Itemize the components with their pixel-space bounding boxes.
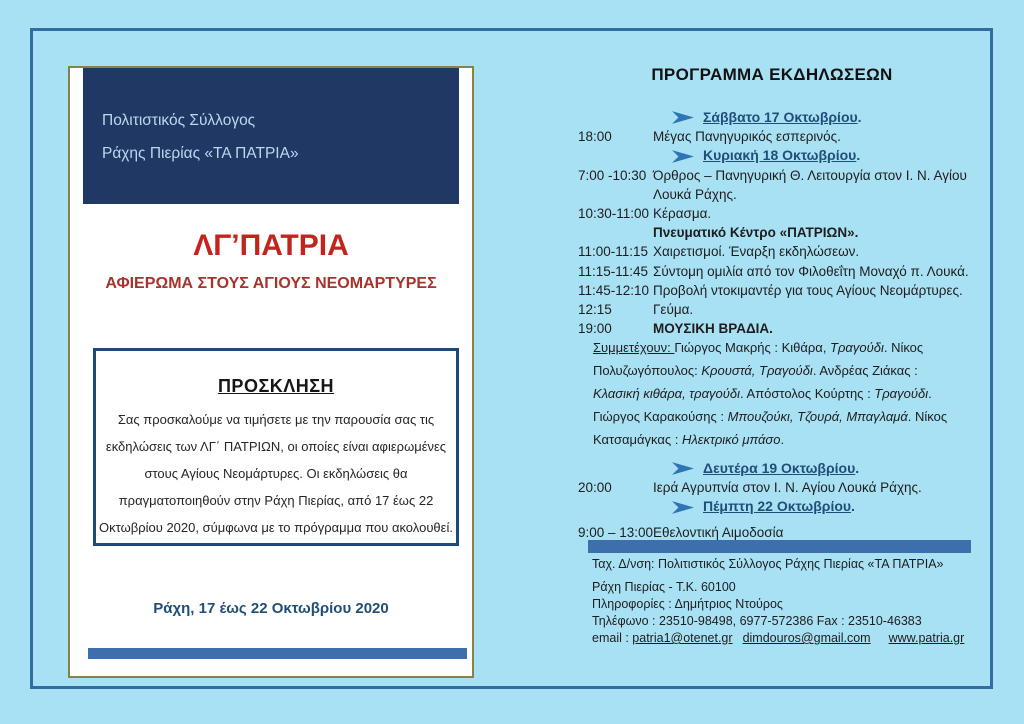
day-header-period: . (851, 498, 855, 515)
day-header (560, 108, 992, 127)
participants-segment: Ηλεκτρικό μπάσο (681, 432, 781, 447)
day-header-period: . (856, 147, 861, 164)
org-name-line2: Ράχης Πιερίας «ΤΑ ΠΑΤΡΙΑ» (102, 145, 299, 162)
event-time: 10:30-11:00 (578, 206, 650, 222)
participants-segment: Μπουζούκι, Τζουρά, Μπαγλαμά (727, 409, 908, 424)
event-line: Προβολή ντοκιμαντέρ για τους Αγίους Νεομάρτυρες. (653, 282, 963, 298)
participants-segment: . Ανδρέας Ζιάκας : (812, 363, 918, 378)
schedule-row (560, 281, 992, 300)
event-line: ΜΟΥΣΙΚΗ ΒΡΑΔΙΑ. (653, 321, 773, 337)
participants-segment: Συμμετέχουν: (593, 340, 675, 355)
event-time: 11:45-12:10 (578, 282, 650, 298)
event-time: 11:00-11:15 (578, 244, 649, 260)
event-line: Εθελοντική Αιμοδοσία (653, 524, 784, 540)
participants-segment: . Απόστολος Κούρτης : (740, 386, 875, 401)
event-line: Γεύμα. (653, 302, 694, 318)
arrow-bullet-icon (672, 462, 694, 475)
event-line: Κέρασμα. (653, 206, 712, 222)
participants-segment: Τραγούδι (830, 340, 884, 355)
participants-segment: . Νίκος Κατσαμάγκας : (593, 409, 948, 447)
schedule-row (560, 223, 992, 242)
schedule-row (560, 204, 992, 223)
contact-info-person: Πληροφορίες : Δημήτριος Ντούρος (592, 597, 783, 611)
email-link-1[interactable]: patria1@otenet.gr (632, 631, 733, 645)
invitation-heading: ΠΡΟΣΚΛΗΣΗ (217, 376, 335, 396)
event-subtitle: ΑΦΙΕΡΩΜΑ ΣΤΟΥΣ ΑΓΙΟΥΣ ΝΕΟΜΑΡΤΥΡΕΣ (105, 275, 437, 292)
participants-segment: Κλασική κιθάρα, τραγούδι (593, 386, 741, 401)
contact-block (592, 556, 992, 647)
event-description (653, 300, 992, 319)
event-line: Λουκά Ράχης. (653, 186, 737, 202)
event-time: 7:00 -10:30 (578, 167, 647, 183)
email-link-2[interactable]: dimdouros@gmail.com (742, 631, 871, 645)
invitation-body-line: στους Αγίους Νεομάρτυρες. Οι εκδηλώσεις θα (144, 466, 408, 481)
arrow-bullet-icon (672, 150, 694, 163)
invitation-body-line: εκδηλώσεις των ΛΓ΄ ΠΑΤΡΙΩΝ, οι οποίες είναι αφιερωμένες (105, 439, 447, 454)
schedule-row (560, 127, 992, 146)
participants-segment: . Γιώργος Καρακούσης : (593, 386, 932, 424)
participants-segment: Γιώργος Μακρής : Κιθάρα, (674, 340, 831, 355)
event-line: Χαιρετισμοί. Έναρξη εκδηλώσεων. (653, 244, 860, 260)
event-time: 20:00 (578, 480, 612, 496)
event-title: ΛΓ’ΠΑΤΡΙΑ (193, 229, 349, 262)
day-header-label: Δευτέρα 19 Οκτωβρίου (703, 460, 856, 476)
event-description (653, 478, 992, 497)
event-time (560, 223, 653, 242)
contact-email-line (592, 630, 992, 647)
event-description (653, 127, 992, 146)
event-line: Σύντομη ομιλία από τον Φιλοθεΐτη Μοναχό π. Λουκά. (653, 263, 969, 279)
invitation-body (96, 406, 456, 541)
event-description (653, 281, 992, 300)
org-header (83, 68, 459, 204)
website-link[interactable]: www.patria.gr (888, 631, 965, 645)
invitation-box (93, 348, 459, 546)
day-header-period: . (857, 109, 862, 125)
day-header-label: Κυριακή 18 Οκτωβρίου (703, 147, 857, 164)
contact-town: Ράχη Πιερίας - Τ.Κ. 60100 (592, 580, 736, 594)
day-header-label: Πέμπτη 22 Οκτωβρίου (703, 498, 852, 515)
event-description (653, 166, 992, 204)
arrow-bullet-icon (672, 150, 694, 163)
event-time: 19:00 (578, 321, 612, 337)
org-name-line1: Πολιτιστικός Σύλλογος (102, 112, 256, 129)
day-header (560, 459, 992, 478)
schedule-row (560, 523, 992, 542)
participants-segment: . (780, 432, 785, 447)
program-panel (560, 0, 992, 724)
event-description (653, 242, 992, 261)
schedule-row (560, 262, 992, 281)
schedule-row (560, 166, 992, 204)
participants-segment: Τραγούδι (874, 386, 929, 401)
event-description (653, 223, 992, 242)
arrow-bullet-icon (672, 501, 694, 514)
event-time: 12:15 (578, 302, 612, 318)
event-time: 9:00 – 13:00 (578, 524, 654, 540)
contact-phone: Τηλέφωνο : 23510-98498, 6977-572386 Fax : 23510-46383 (592, 614, 922, 628)
decorative-bar-left (88, 648, 467, 659)
arrow-bullet-icon (672, 111, 694, 124)
program-title: ΠΡΟΓΡΑΜΜΑ ΕΚΔΗΛΩΣΕΩΝ (651, 65, 893, 84)
day-header-label: Σάββατο 17 Οκτωβρίου (703, 109, 858, 125)
schedule-row (560, 478, 992, 497)
left-page (68, 66, 474, 678)
decorative-bar-right (588, 540, 971, 553)
schedule-row (560, 300, 992, 319)
event-line: Ιερά Αγρυπνία στον Ι. Ν. Αγίου Λουκά Ράχης. (653, 480, 922, 496)
schedule-list-1 (560, 108, 992, 338)
arrow-bullet-icon (672, 501, 694, 514)
arrow-bullet-icon (672, 111, 694, 124)
event-line: Όρθρος – Πανηγυρική Θ. Λειτουργία στον Ι. Ν. Αγίου (653, 167, 967, 183)
day-header-period: . (855, 460, 860, 476)
event-line: Μέγας Πανηγυρικός εσπερινός. (653, 129, 841, 145)
day-header (560, 497, 992, 516)
event-description (653, 523, 992, 542)
event-description (653, 262, 992, 281)
event-time: 11:15-11:45 (578, 263, 649, 279)
participants-segment: . Νίκος Πολυζωγόπουλος: (593, 340, 924, 378)
event-line: Πνευματικό Κέντρο «ΠΑΤΡΙΩΝ». (653, 225, 859, 241)
email-label: email : (592, 631, 633, 645)
contact-address: Ταχ. Δ/νση: Πολιτιστικός Σύλλογος Ράχης Πιερίας «ΤΑ ΠΑΤΡΙΑ» (592, 557, 944, 571)
schedule-row (560, 242, 992, 261)
arrow-bullet-icon (672, 462, 694, 475)
schedule-list-2 (560, 459, 992, 542)
event-time: 18:00 (578, 129, 612, 145)
invitation-body-line: πραγματοποιηθούν στην Ράχη Πιερίας, από 17 έως 22 (118, 493, 434, 508)
invitation-body-line: Οκτωβρίου 2020, σύμφωνα με το πρόγραμμα που ακολουθεί. (99, 520, 453, 535)
participants-paragraph (593, 336, 955, 451)
invitation-body-line: Σας προσκαλούμε να τιμήσετε με την παρουσία σας τις (117, 412, 435, 427)
participants-segment: Κρουστά, Τραγούδι (701, 363, 813, 378)
date-line: Ράχη, 17 έως 22 Οκτωβρίου 2020 (153, 600, 389, 617)
day-header (560, 146, 992, 165)
event-description (653, 204, 992, 223)
